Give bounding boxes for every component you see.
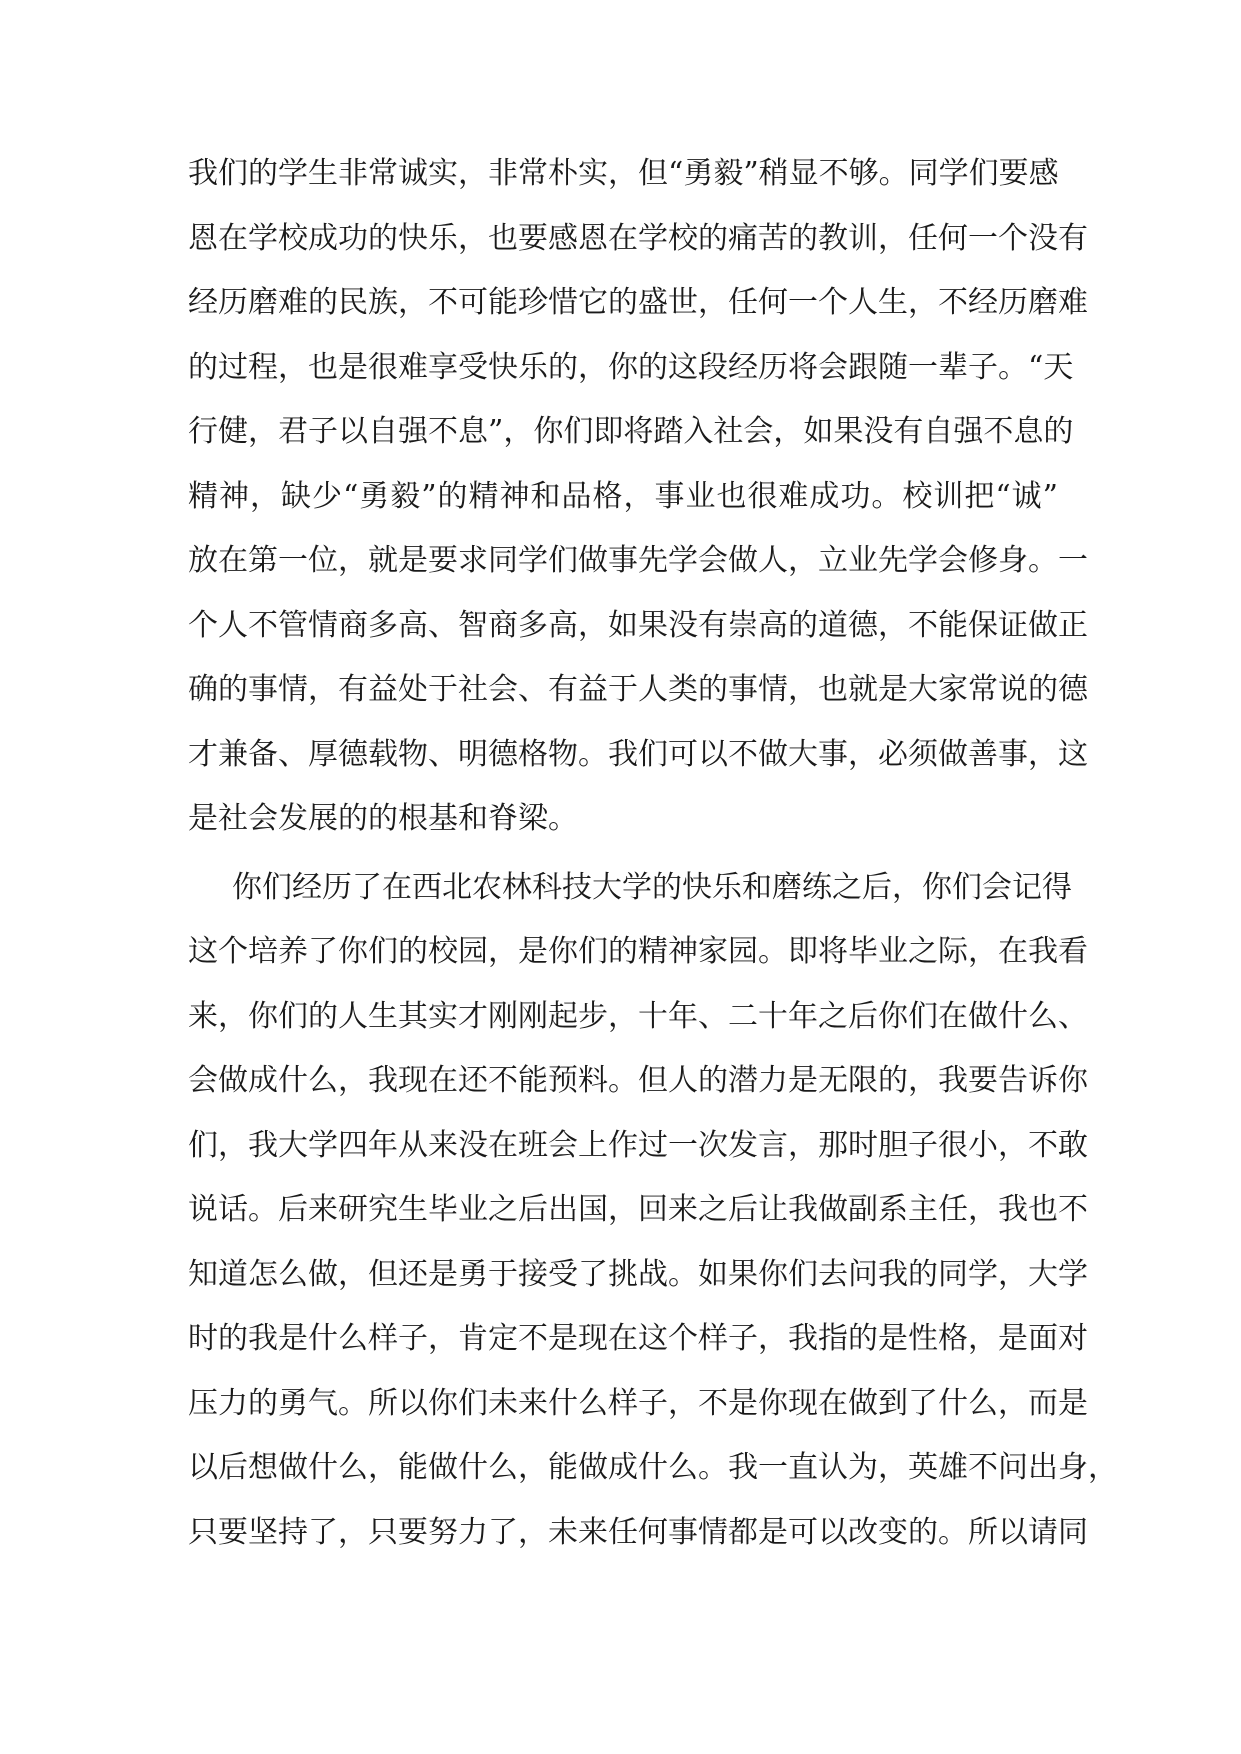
text-line: 说话。后来研究生毕业之后出国，回来之后让我做副系主任，我也不	[188, 1192, 1088, 1227]
text-line: 精神，缺少“勇毅”的精神和品格，事业也很难成功。校训把“诚”	[188, 478, 1058, 514]
text-line: 放在第一位，就是要求同学们做事先学会做人，立业先学会修身。一	[188, 543, 1088, 578]
text-line: 们，我大学四年从来没在班会上作过一次发言，那时胆子很小，不敢	[188, 1127, 1088, 1163]
text-line: 会做成什么，我现在还不能预料。但人的潜力是无限的，我要告诉你	[188, 1063, 1088, 1098]
text-line: 个人不管情商多高、智商多高，如果没有崇高的道德，不能保证做正	[188, 607, 1088, 643]
text-line: 的过程，也是很难享受快乐的，你的这段经历将会跟随一辈子。“天	[188, 349, 1074, 385]
text-line: 是社会发展的的根基和脊梁。	[188, 801, 578, 836]
text-line: 只要坚持了，只要努力了，未来任何事情都是可以改变的。所以请同	[188, 1514, 1088, 1550]
text-line: 来，你们的人生其实才刚刚起步，十年、二十年之后你们在做什么、	[188, 998, 1088, 1034]
body-text	[188, 142, 1118, 1565]
text-line: 确的事情，有益处于社会、有益于人类的事情，也就是大家常说的德	[188, 672, 1088, 707]
text-line: 以后想做什么，能做什么，能做成什么。我一直认为，英雄不问出身，	[188, 1450, 1118, 1485]
text-line: 才兼备、厚德载物、明德格物。我们可以不做大事，必须做善事，这	[188, 736, 1088, 772]
text-line: 压力的勇气。所以你们未来什么样子，不是你现在做到了什么，而是	[188, 1385, 1088, 1421]
text-line: 我们的学生非常诚实，非常朴实，但“勇毅”稍显不够。同学们要感	[188, 156, 1059, 191]
text-line: 经历磨难的民族，不可能珍惜它的盛世，任何一个人生，不经历磨难	[188, 285, 1088, 320]
text-line: 恩在学校成功的快乐，也要感恩在学校的痛苦的教训，任何一个没有	[188, 220, 1088, 256]
text-line: 时的我是什么样子，肯定不是现在这个样子，我指的是性格，是面对	[188, 1321, 1088, 1356]
paragraph-2	[188, 856, 1118, 1566]
text-line: 这个培养了你们的校园，是你们的精神家园。即将毕业之际，在我看	[188, 934, 1088, 969]
text-line: 你们经历了在西北农林科技大学的快乐和磨练之后，你们会记得	[232, 869, 1072, 905]
text-line: 知道怎么做，但还是勇于接受了挑战。如果你们去问我的同学，大学	[188, 1256, 1088, 1292]
paragraph-1	[188, 142, 1088, 852]
text-line: 行健，君子以自强不息”，你们即将踏入社会，如果没有自强不息的	[188, 414, 1074, 449]
